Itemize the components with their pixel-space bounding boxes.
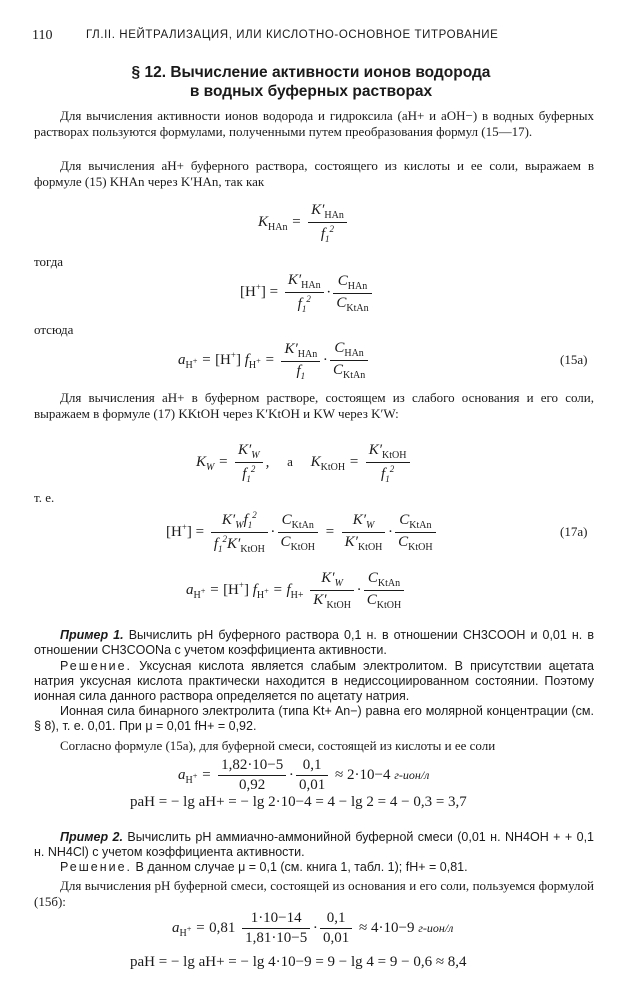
solution-1 xyxy=(34,659,594,704)
ex2-denominator-1: 1,81·10−5 xyxy=(245,930,308,946)
example-1-ph: paH = − lg aH+ = − lg 2·10−4 = 4 − lg 2 = 4 − 0,3 = 3,7 xyxy=(130,794,467,810)
word-te: т. е. xyxy=(34,490,55,505)
formula-a-h-base: $a_{H^+} = [H^+] f_{H^+} = f_{H+}$ $\frac{K'_W}{K'_{KtOH}}$ · $\frac{C_{KtAn}}{C_{KtOH}}$ xyxy=(186,570,407,611)
formula-k-han: $K_{HAn}$ = $\frac{K'_{HAn}}{f_1^2}$ xyxy=(258,202,350,244)
ex1-result: ≈ 2·10−4 xyxy=(335,766,391,783)
example-1-label: Пример 1. xyxy=(60,628,124,642)
equation-number-15a: (15a) xyxy=(560,352,588,367)
word-togda: тогда xyxy=(34,254,64,269)
solution-2-label: Решение. xyxy=(60,860,133,874)
paragraph-intro: Для вычисления активности ионов водорода и гидроксила (aH+ и aOH−) в водных буферных растворах пользуются формулами, полученными путем преобразования формул (15—17). xyxy=(34,108,594,139)
formula-h-concentration: [H+] = $\frac{K'_{HAn}}{f_1^2}$ · $\frac{C_{HAn}}{C_{KtAn}}$ xyxy=(240,272,375,314)
paragraph-formula-15b: Для вычисления pH буферной смеси, состоящей из основания и его соли, пользуемся формулой (15б): xyxy=(34,878,594,909)
example-2-ph: paH = − lg aH+ = − lg 4·10−9 = 9 − lg 4 = 9 − 0,6 ≈ 8,4 xyxy=(130,954,467,970)
example-1-calculation: $a_{H^+}$ = $\frac{1,82\cdot 10-5}{0,92}$ · $\frac{0,1}{0,01}$ ≈ 2·10−4 г-ион/л xyxy=(178,757,430,793)
example-2 xyxy=(34,830,594,860)
ex1-denominator-2: 0,01 xyxy=(299,777,326,793)
according-formula-text: Согласно формуле (15а), для буферной смеси, состоящей из кислоты и ее соли xyxy=(60,738,496,753)
paragraph-base-buffer: Для вычисления aH+ в буферном растворе, состоящем из слабого основания и его соли, выражаем в формуле (17) KKtOH через K′KtOH и KW через K′W: xyxy=(34,390,594,421)
section-title-line1: § 12. Вычисление активности ионов водорода xyxy=(131,64,491,81)
solution-1-label: Решение. xyxy=(60,659,133,673)
ionic-strength-text: Ионная сила бинарного электролита (типа Kt+ An−) равна его молярной концентрации (см. § 8), т. е. 0,01. При μ = 0,01 fH+ = 0,92. xyxy=(34,704,594,733)
formula-17a: [H+] = $\frac{K'_Wf_1^2}{f_1^2K'_{KtOH}}$ · $\frac{C_{KtAn}}{C_{KtOH}}$ = $\frac{K'_W}{K'_{KtOH}}$ · $\frac{C_{KtAn}}{C_{KtOH}}$ xyxy=(166,510,439,555)
ex1-numerator-2: 0,1 xyxy=(296,757,328,776)
ex2-units: г-ион/л xyxy=(418,920,454,935)
ex1-units: г-ион/л xyxy=(394,767,430,782)
ex1-denominator-1: 0,92 xyxy=(239,777,266,793)
formula-kw-kktoh: $K_W$ = $\frac{K'_W}{f_1^2}$ , а $K_{KtOH}$ = $\frac{K'_{KtOH}}{f_1^2}$ xyxy=(196,442,413,484)
formula-15a: $a_{H^+} = [H^+] f_{H^+}$ = $\frac{K'_{HAn}}{f_1}$ · $\frac{C_{HAn}}{C_{KtAn}}$ xyxy=(178,340,371,381)
solution-2-text: В данном случае μ = 0,1 (см. книга 1, табл. 1); fH+ = 0,81. xyxy=(135,860,468,874)
solution-1-text: Уксусная кислота является слабым электролитом. В присутствии ацетата натрия уксусная кислота практически находится в недиссоциированном состоянии. Поэтому ионная сила данного раствора определяется по ацетату натрия. xyxy=(34,659,594,703)
word-otsyuda: отсюда xyxy=(34,322,74,337)
example-1 xyxy=(34,628,594,658)
example-2-label: Пример 2. xyxy=(60,830,123,844)
ex2-numerator-1: 1·10−14 xyxy=(242,910,310,929)
ex2-denominator-2: 0,01 xyxy=(323,930,350,946)
paragraph-acid-buffer: Для вычисления aH+ буферного раствора, состоящего из кислоты и ее соли, выражаем в формуле (15) KHAn через K′HAn, так как xyxy=(34,158,594,189)
ex2-numerator-2: 0,1 xyxy=(320,910,352,929)
example-1-text: Вычислить pH буферного раствора 0,1 н. в отношении CH3COOH и 0,01 н. в отношении CH3COONa с учетом коэффициента активности. xyxy=(34,628,594,657)
ex2-result: ≈ 4·10−9 xyxy=(359,919,415,936)
equation-number-17a: (17a) xyxy=(560,524,588,539)
chapter-title: ГЛ.II. НЕЙТРАЛИЗАЦИЯ, ИЛИ КИСЛОТНО-ОСНОВНОЕ ТИТРОВАНИЕ xyxy=(86,29,499,41)
ex2-coefficient: 0,81 xyxy=(209,919,236,936)
page-number: 110 xyxy=(32,28,53,43)
solution-2 xyxy=(34,860,594,875)
section-title-line2: в водных буферных растворах xyxy=(189,83,433,100)
example-2-calculation: $a_{H^+} = 0,81$ $\frac{1\cdot 10-14}{1,81\cdot 10-5}$ · $\frac{0,1}{0,01}$ ≈ 4·10−9 г-ион/л xyxy=(172,910,454,946)
example-2-text: Вычислить pH аммиачно-аммонийной буферной смеси (0,01 н. NH4OH + + 0,1 н. NH4Cl) с учетом коэффициента активности. xyxy=(34,830,594,859)
ex1-numerator-1: 1,82·10−5 xyxy=(218,757,286,776)
